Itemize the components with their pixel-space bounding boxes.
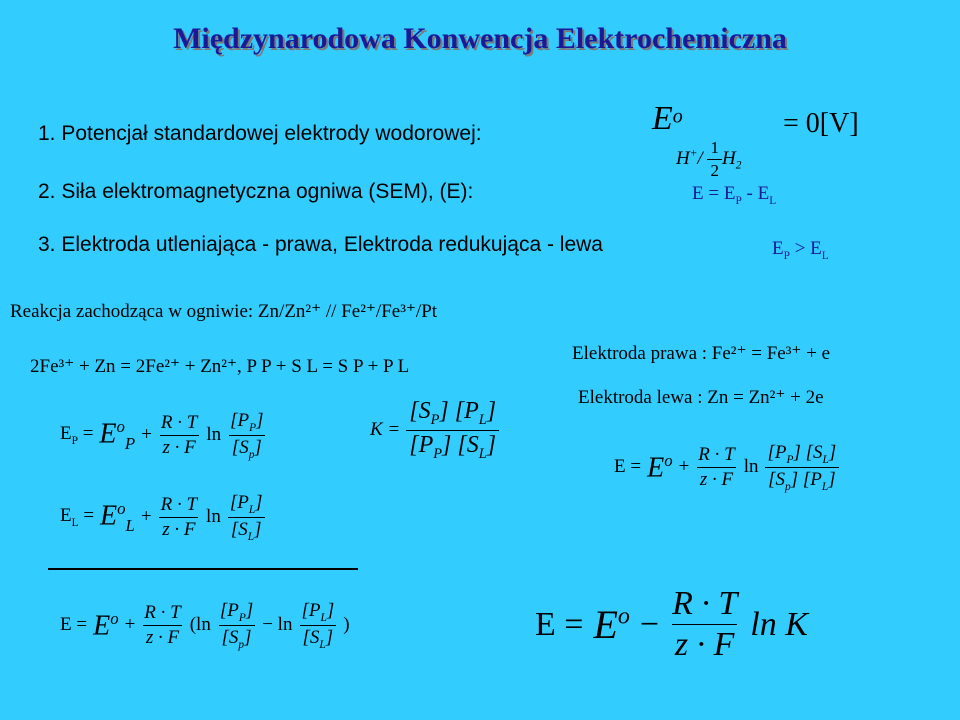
right-electrode: Elektroda prawa : Fe²⁺ = Fe³⁺ + e — [572, 343, 831, 364]
net-reaction: 2Fe³⁺ + Zn = 2Fe²⁺ + Zn²⁺, P P + S L = S P + P L — [30, 356, 410, 377]
item-3: 3. Elektroda utleniająca - prawa, Elektroda redukująca - lewa — [38, 233, 603, 256]
e-equation-combined: E = $E^o$ + $\frac{R \cdot T}{z \cdot F}$ (ln $\frac{[P_P]}{[S_p]}$ − ln $\frac{[P_L]}{[S_L]}$ ) — [60, 600, 350, 651]
page-title: Międzynarodowa Konwencja Elektrochemiczna — [173, 22, 787, 55]
e-equation-big: E = $E^o$ − $\frac{R \cdot T}{z \cdot F}$ ln K — [535, 585, 808, 663]
e-equation-right: E = $E^o$ + $\frac{R \cdot T}{z \cdot F}$ ln $\frac{[P_P] [S_L]}{[S_p] [P_L]}$ — [614, 442, 839, 493]
hydrogen-rhs: = 0[V] — [783, 108, 859, 139]
compare-formula: $E_P > E_L$ — [772, 238, 829, 262]
sem-formula: $E = E_P - E_L$ — [692, 183, 777, 207]
reaction-text: Reakcja zachodząca w ogniwie: Zn/Zn²⁺ // Fe²⁺/Fe³⁺/Pt — [10, 301, 438, 322]
hydrogen-formula: $E^o$ — [652, 100, 683, 137]
divider-line — [48, 568, 358, 570]
k-equation: K = $\frac{[S_P] [P_L]}{[P_P] [S_L]}$ — [370, 398, 499, 463]
item-1: 1. Potencjał standardowej elektrody wodorowej: — [38, 122, 482, 145]
el-equation: $E_L$ = $E^o_L$ + $\frac{R \cdot T}{z \cdot F}$ ln $\frac{[P_L]}{[S_L]}$ — [60, 492, 263, 543]
hydrogen-subscript: H+/ $\frac{1}{2}$ $H_2$ — [676, 138, 742, 180]
ep-equation: $E_P$ = $E^o_P$ + $\frac{R \cdot T}{z \cdot F}$ ln $\frac{[P_P]}{[S_p]}$ — [60, 410, 264, 461]
left-electrode: Elektroda lewa : Zn = Zn²⁺ + 2e — [578, 387, 824, 408]
item-2: 2. Siła elektromagnetyczna ogniwa (SEM), (E): — [38, 180, 474, 203]
